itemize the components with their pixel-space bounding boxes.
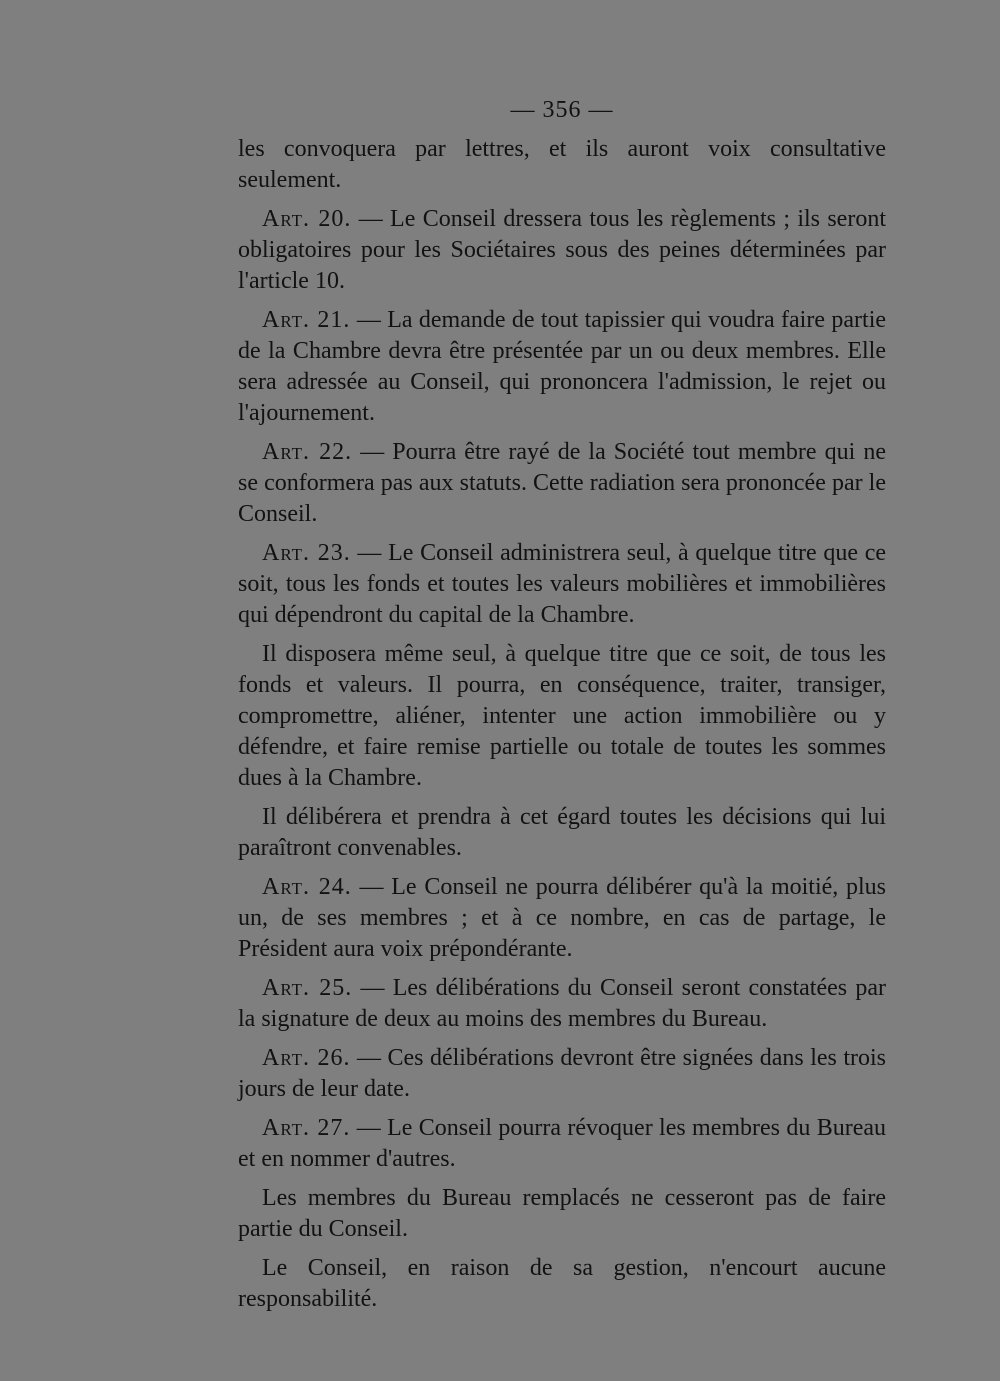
article-text: — Le Conseil administrera seul, à quelque titre que ce soit, tous les fonds et toutes les valeurs mobilières et immobilières qui dépendront du capital de la Chambre.: [238, 540, 886, 628]
paragraph-continuation: [238, 134, 886, 196]
article-text: — Pourra être rayé de la Société tout membre qui ne se conformera pas aux statuts. Cette radiation sera prononcée par le Conseil.: [238, 439, 886, 527]
article-label: Art. 23.: [262, 540, 351, 566]
article-label: Art. 22.: [262, 439, 353, 465]
article-text: — Les délibérations du Conseil seront constatées par la signature de deux au moins des membres du Bureau.: [238, 975, 886, 1032]
paragraph-text: Le Conseil, en raison de sa gestion, n'encourt aucune responsabilité.: [238, 1255, 886, 1312]
article-25: [238, 973, 886, 1035]
article-23-paragraph-2: [238, 639, 886, 794]
article-text: — Ces délibérations devront être signées dans les trois jours de leur date.: [238, 1045, 886, 1102]
article-21: [238, 305, 886, 429]
article-label: Art. 24.: [262, 874, 352, 900]
document-page: [238, 95, 886, 1323]
article-text: — La demande de tout tapissier qui voudra faire partie de la Chambre devra être présentée par un ou deux membres. Elle sera adressée au Conseil, qui prononcera l'admission, le rejet ou l'ajournement.: [238, 307, 887, 426]
article-23: [238, 538, 886, 631]
article-27: [238, 1113, 886, 1175]
article-26: [238, 1043, 886, 1105]
article-27-paragraph-2: [238, 1183, 886, 1245]
article-label: Art. 26.: [262, 1045, 351, 1071]
paragraph-text: les convoquera par lettres, et ils auront voix consultative seulement.: [238, 136, 886, 193]
article-text: — Le Conseil dressera tous les règlements ; ils seront obligatoires pour les Sociétaires sous des peines déterminées par l'article 10.: [238, 206, 886, 294]
article-text: — Le Conseil ne pourra délibérer qu'à la moitié, plus un, de ses membres ; et à ce nombre, en cas de partage, le Président aura voix prépondérante.: [238, 874, 887, 962]
paragraph-text: Les membres du Bureau remplacés ne cesseront pas de faire partie du Conseil.: [238, 1185, 886, 1242]
article-text: — Le Conseil pourra révoquer les membres du Bureau et en nommer d'autres.: [238, 1115, 886, 1172]
article-label: Art. 27.: [262, 1115, 351, 1141]
article-20: [238, 204, 886, 297]
article-22: [238, 437, 886, 530]
article-27-paragraph-3: [238, 1253, 886, 1315]
paragraph-text: Il délibérera et prendra à cet égard toutes les décisions qui lui paraîtront convenables.: [238, 804, 886, 861]
article-23-paragraph-3: [238, 802, 886, 864]
article-label: Art. 20.: [262, 206, 352, 232]
page-number: — 356 —: [510, 97, 614, 123]
article-label: Art. 21.: [262, 307, 351, 333]
article-24: [238, 872, 886, 965]
paragraph-text: Il disposera même seul, à quelque titre que ce soit, de tous les fonds et valeurs. Il pourra, en conséquence, traiter, transiger, compromettre, aliéner, intenter une action immobilière ou y défendre, et faire remise partielle ou totale de toutes les sommes dues à la Chambre.: [238, 641, 886, 791]
article-label: Art. 25.: [262, 975, 353, 1001]
